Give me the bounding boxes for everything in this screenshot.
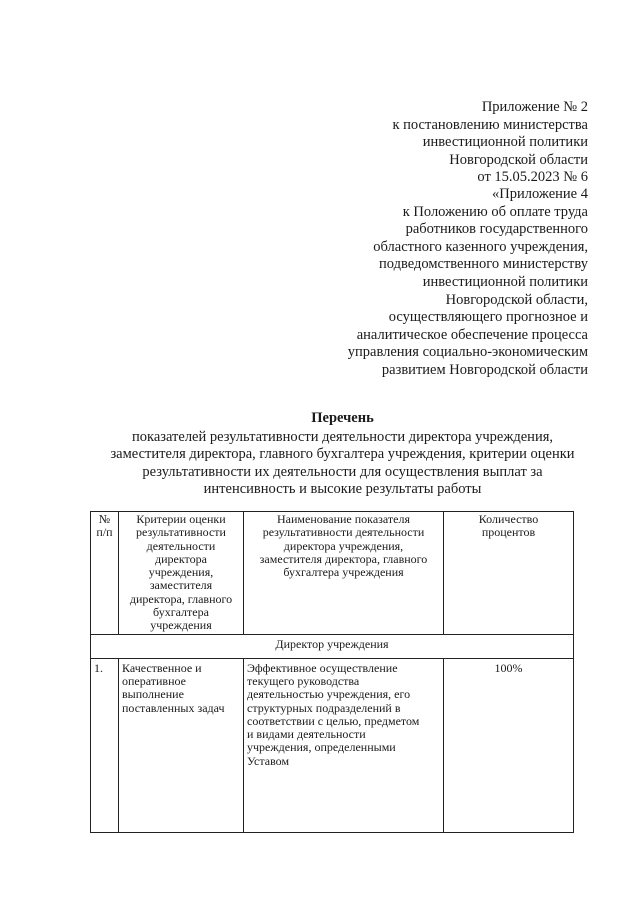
header-criteria-line: Критерии оценки <box>136 512 226 526</box>
appendix-4-line: аналитическое обеспечение процесса <box>356 326 588 343</box>
appendix-4-block <box>348 186 588 380</box>
header-indicator <box>244 512 444 635</box>
header-indicator-line: директора учреждения, <box>283 538 404 553</box>
appendix-4-line: работников государственного <box>405 221 588 238</box>
document-subtitle-line: интенсивность и высокие результаты работы <box>203 481 482 498</box>
document-subtitle-line: заместителя директора, главного бухгалтера учреждения, критерии оценки <box>110 446 575 463</box>
header-num-line: п/п <box>96 525 113 540</box>
appendix-4-line: управления социально-экономическим <box>347 344 588 361</box>
row-criteria-line: оперативное <box>122 673 186 688</box>
appendix-4-line: инвестиционной политики <box>422 273 588 290</box>
row-percent: 100% <box>444 658 574 832</box>
row-criteria <box>119 658 244 832</box>
appendix-4-line: осуществляющего прогнозное и <box>388 309 588 326</box>
header-criteria-line: деятельности <box>146 538 216 553</box>
document-title-block <box>60 410 625 499</box>
header-criteria-line: учреждения <box>150 618 212 633</box>
header-criteria-line: заместителя <box>149 578 213 593</box>
appendix-4-line: развитием Новгородской области <box>381 361 588 378</box>
appendix-4-line: к Положению об оплате труда <box>402 203 588 220</box>
row-indicator-line: Уставом <box>247 753 290 768</box>
document-subtitle-line: результативности их деятельности для осуществления выплат за <box>142 463 543 480</box>
appendix-2-line: к постановлению министерства <box>392 116 588 133</box>
header-num <box>91 512 119 635</box>
row-num: 1. <box>91 658 119 832</box>
row-indicator-line: структурных подразделений в <box>247 700 401 715</box>
table-header-row <box>91 512 574 635</box>
appendix-4-line: областного казенного учреждения, <box>373 238 588 255</box>
header-criteria <box>119 512 244 635</box>
row-indicator-line: соответствии с целью, предметом <box>247 713 420 728</box>
header-indicator-line: результативности деятельности <box>262 525 425 540</box>
row-indicator-line: и видами деятельности <box>247 727 366 742</box>
header-indicator-line: Наименование показателя <box>277 512 410 526</box>
appendix-2-block <box>392 99 588 187</box>
table-section-row <box>91 634 574 658</box>
appendix-4-line: Новгородской области, <box>445 291 588 308</box>
header-percent <box>444 512 574 635</box>
row-criteria-line: Качественное и <box>122 660 202 675</box>
header-criteria-line: директора, главного <box>129 591 233 606</box>
header-criteria-line: бухгалтера <box>153 605 209 620</box>
indicators-table <box>90 511 574 833</box>
appendix-4-line: «Приложение 4 <box>492 186 588 202</box>
row-indicator-line: текущего руководства <box>247 673 360 688</box>
appendix-2-line: Новгородской области <box>449 151 588 168</box>
header-criteria-line: результативности <box>136 525 226 540</box>
header-percent-line: Количество <box>478 512 539 526</box>
document-title: Перечень <box>311 410 374 426</box>
appendix-2-line: от 15.05.2023 № 6 <box>477 169 588 186</box>
row-criteria-line: поставленных задач <box>122 700 225 715</box>
section-director: Директор учреждения <box>91 634 574 658</box>
header-percent-line: процентов <box>481 525 536 540</box>
row-indicator-line: Эффективное осуществление <box>247 660 398 675</box>
header-indicator-line: заместителя директора, главного <box>259 551 428 566</box>
appendix-2-line: Приложение № 2 <box>481 99 588 115</box>
header-criteria-line: директора <box>155 551 207 566</box>
table-row <box>91 658 574 832</box>
row-indicator-line: деятельностью учреждения, его <box>247 687 411 702</box>
row-indicator <box>244 658 444 832</box>
appendix-4-line: подведомственного министерству <box>379 256 588 273</box>
header-num-line: № <box>98 512 111 526</box>
header-criteria-line: учреждения, <box>148 565 214 580</box>
document-subtitle-line: показателей результативности деятельности директора учреждения, <box>131 428 554 445</box>
header-indicator-line: бухгалтера учреждения <box>283 565 404 580</box>
row-indicator-line: учреждения, определенными <box>247 740 396 755</box>
appendix-2-line: инвестиционной политики <box>422 134 588 151</box>
row-criteria-line: выполнение <box>122 687 184 702</box>
